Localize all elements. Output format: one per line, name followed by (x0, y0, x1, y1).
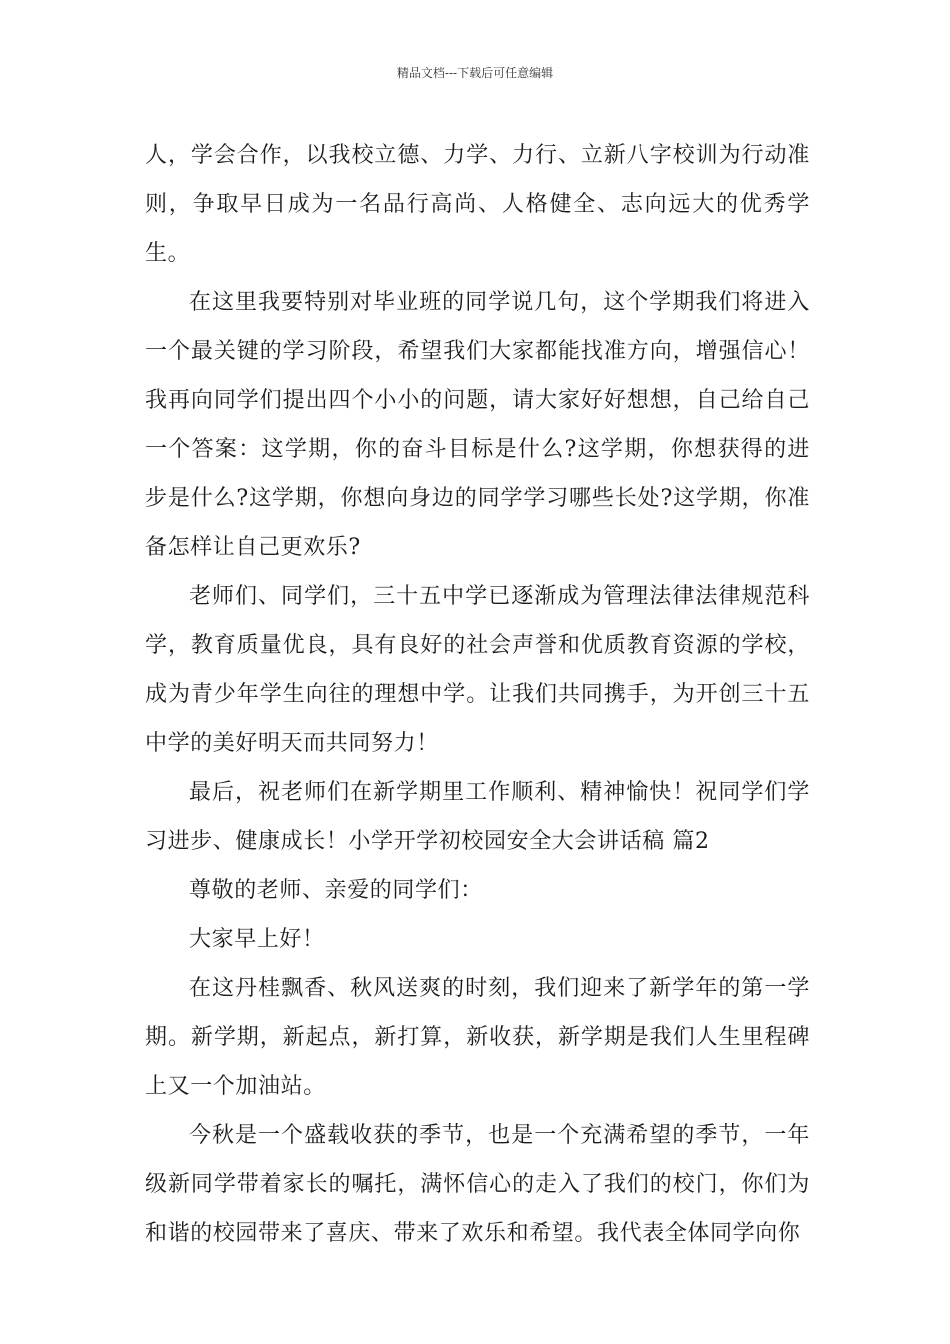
page-header: 精品文档---下载后可任意编辑 (396, 66, 554, 80)
paragraph-8: 今秋是一个盛载收获的季节，也是一个充满希望的季节，一年级新同学带着家长的嘱托，满怀信心的走入了我们的校门，你们为和谐的校园带来了喜庆、带来了欢乐和希望。我代表全体同学向你 (145, 1123, 810, 1246)
document-body (145, 131, 810, 1258)
salutation: 尊敬的老师、亲爱的同学们： (189, 878, 483, 903)
greeting: 大家早上好！ (189, 927, 325, 952)
paragraph-2: 在这里我要特别对毕业班的同学说几句，这个学期我们将进入一个最关键的学习阶段，希望我们大家都能找准方向，增强信心！我再向同学们提出四个小小的问题，请大家好好想想，自己给自己一个答案：这学期，你的奋斗目标是什么?这学期，你想获得的进步是什么?这学期，你想向身边的同学学习哪些长处?这学期，你准备怎样让自己更欢乐? (145, 290, 810, 560)
paragraph-7: 在这丹桂飘香、秋风送爽的时刻，我们迎来了新学年的第一学期。新学期，新起点，新打算，新收获，新学期是我们人生里程碑上又一个加油站。 (145, 976, 810, 1099)
paragraph-4: 最后，祝老师们在新学期里工作顺利、精神愉快！祝同学们学习进步、健康成长！小学开学初校园安全大会讲话稿 篇2 (145, 780, 810, 854)
paragraph-1: 人，学会合作，以我校立德、力学、力行、立新八字校训为行动准则，争取早日成为一名品行高尚、人格健全、志向远大的优秀学生。 (145, 143, 810, 266)
paragraph-3: 老师们、同学们，三十五中学已逐渐成为管理法律法律规范科学，教育质量优良，具有良好的社会声誉和优质教育资源的学校，成为青少年学生向往的理想中学。让我们共同携手，为开创三十五中学的美好明天而共同努力！ (145, 584, 810, 756)
